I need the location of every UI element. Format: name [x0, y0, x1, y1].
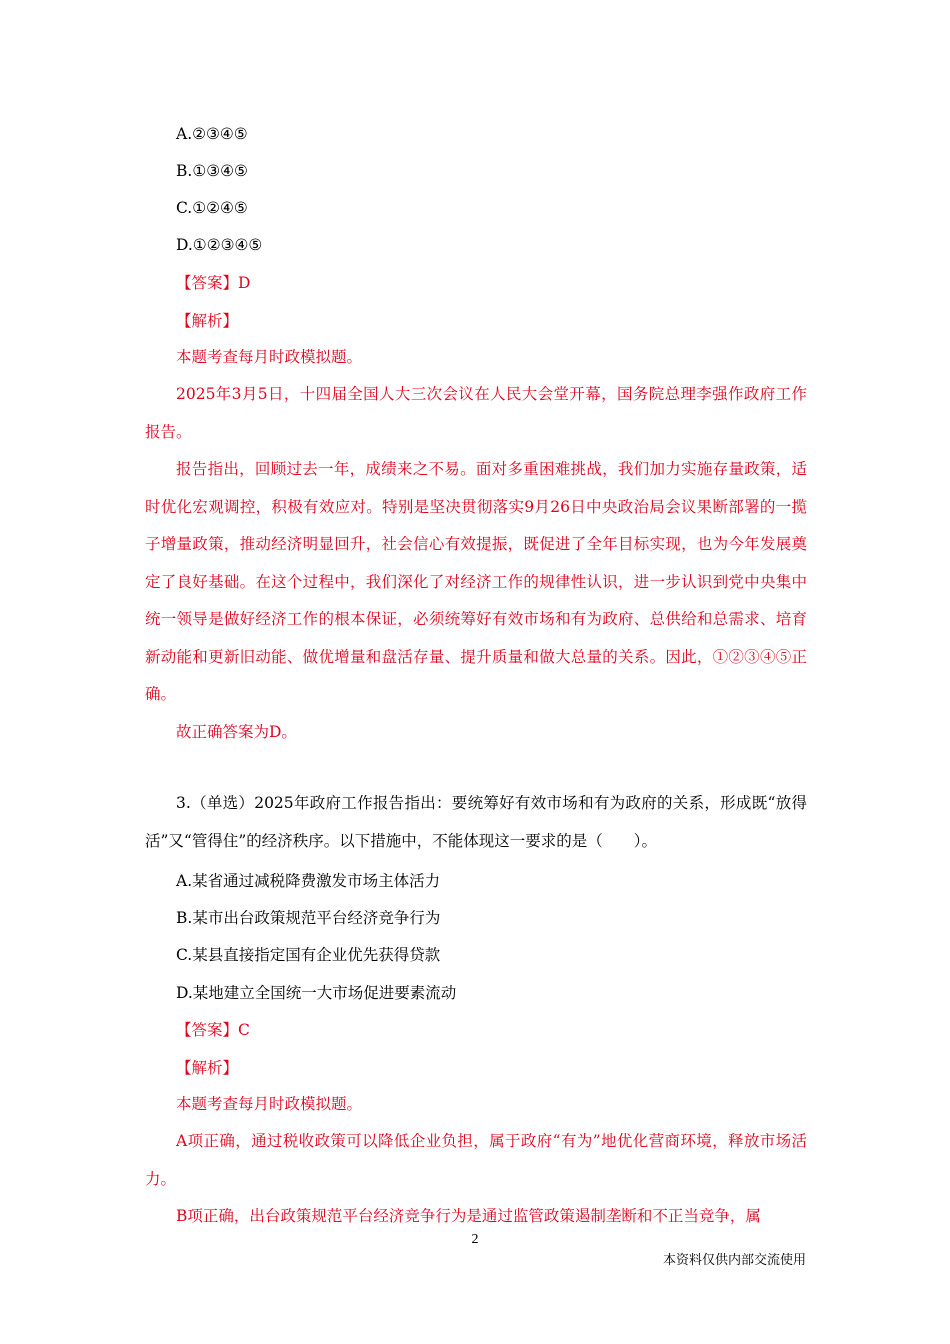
option-a: A.②③④⑤ [176, 125, 248, 143]
option-c: C.①②④⑤ [176, 199, 248, 217]
answer-label: 【答案】D [176, 274, 251, 292]
analysis-paragraph-2: 报告指出，回顾过去一年，成绩来之不易。面对多重困难挑战，我们加力实施存量政策，适时优化宏观调控，积极有效应对。特别是坚决贯彻落实9月26日中央政治局会议果断部署的一揽子增量政策，推动经济明显回升，社会信心有效提振，既促进了全年目标实现，也为今年发展奠定了良好基础。在这个过程中，我们深化了对经济工作的规律性认识，进一步认识到党中央集中统一领导是做好经济工作的根本保证，必须统筹好有效市场和有为政府、总供给和总需求、培育新动能和更新旧动能、做优增量和盘活存量、提升质量和做大总量的关系。因此，①②③④⑤正确。 [145, 460, 807, 703]
analysis-label: 【解析】 [176, 1059, 239, 1077]
conclusion: 故正确答案为D。 [176, 723, 297, 741]
option-d: D.①②③④⑤ [176, 236, 263, 254]
analysis-intro: 本题考查每月时政模拟题。 [176, 348, 363, 366]
answer-label: 【答案】C [176, 1021, 250, 1039]
footer-note: 本资料仅供内部交流使用 [662, 1253, 806, 1268]
analysis-label: 【解析】 [176, 312, 239, 330]
analysis-intro: 本题考查每月时政模拟题。 [176, 1095, 363, 1113]
option-d: D.某地建立全国统一大市场促进要素流动 [176, 984, 457, 1002]
analysis-paragraph-a: A项正确，通过税收政策可以降低企业负担，属于政府“有为”地优化营商环境，释放市场活力。 [145, 1132, 807, 1188]
question-stem: 3.（单选）2025年政府工作报告指出：要统筹好有效市场和有为政府的关系，形成既“放得活”又“管得住”的经济秩序。以下措施中，不能体现这一要求的是（ ）。 [145, 794, 807, 850]
option-b: B.①③④⑤ [176, 162, 248, 180]
analysis-paragraph-1: 2025年3月5日，十四届全国人大三次会议在人民大会堂开幕，国务院总理李强作政府工作报告。 [145, 385, 807, 441]
page-number: 2 [471, 1232, 479, 1247]
option-a: A.某省通过减税降费激发市场主体活力 [176, 872, 441, 890]
option-c: C.某县直接指定国有企业优先获得贷款 [176, 946, 441, 964]
option-b: B.某市出台政策规范平台经济竞争行为 [176, 909, 441, 927]
analysis-paragraph-b: B项正确，出台政策规范平台经济竞争行为是通过监管政策遏制垄断和不正当竞争，属 [176, 1207, 761, 1225]
